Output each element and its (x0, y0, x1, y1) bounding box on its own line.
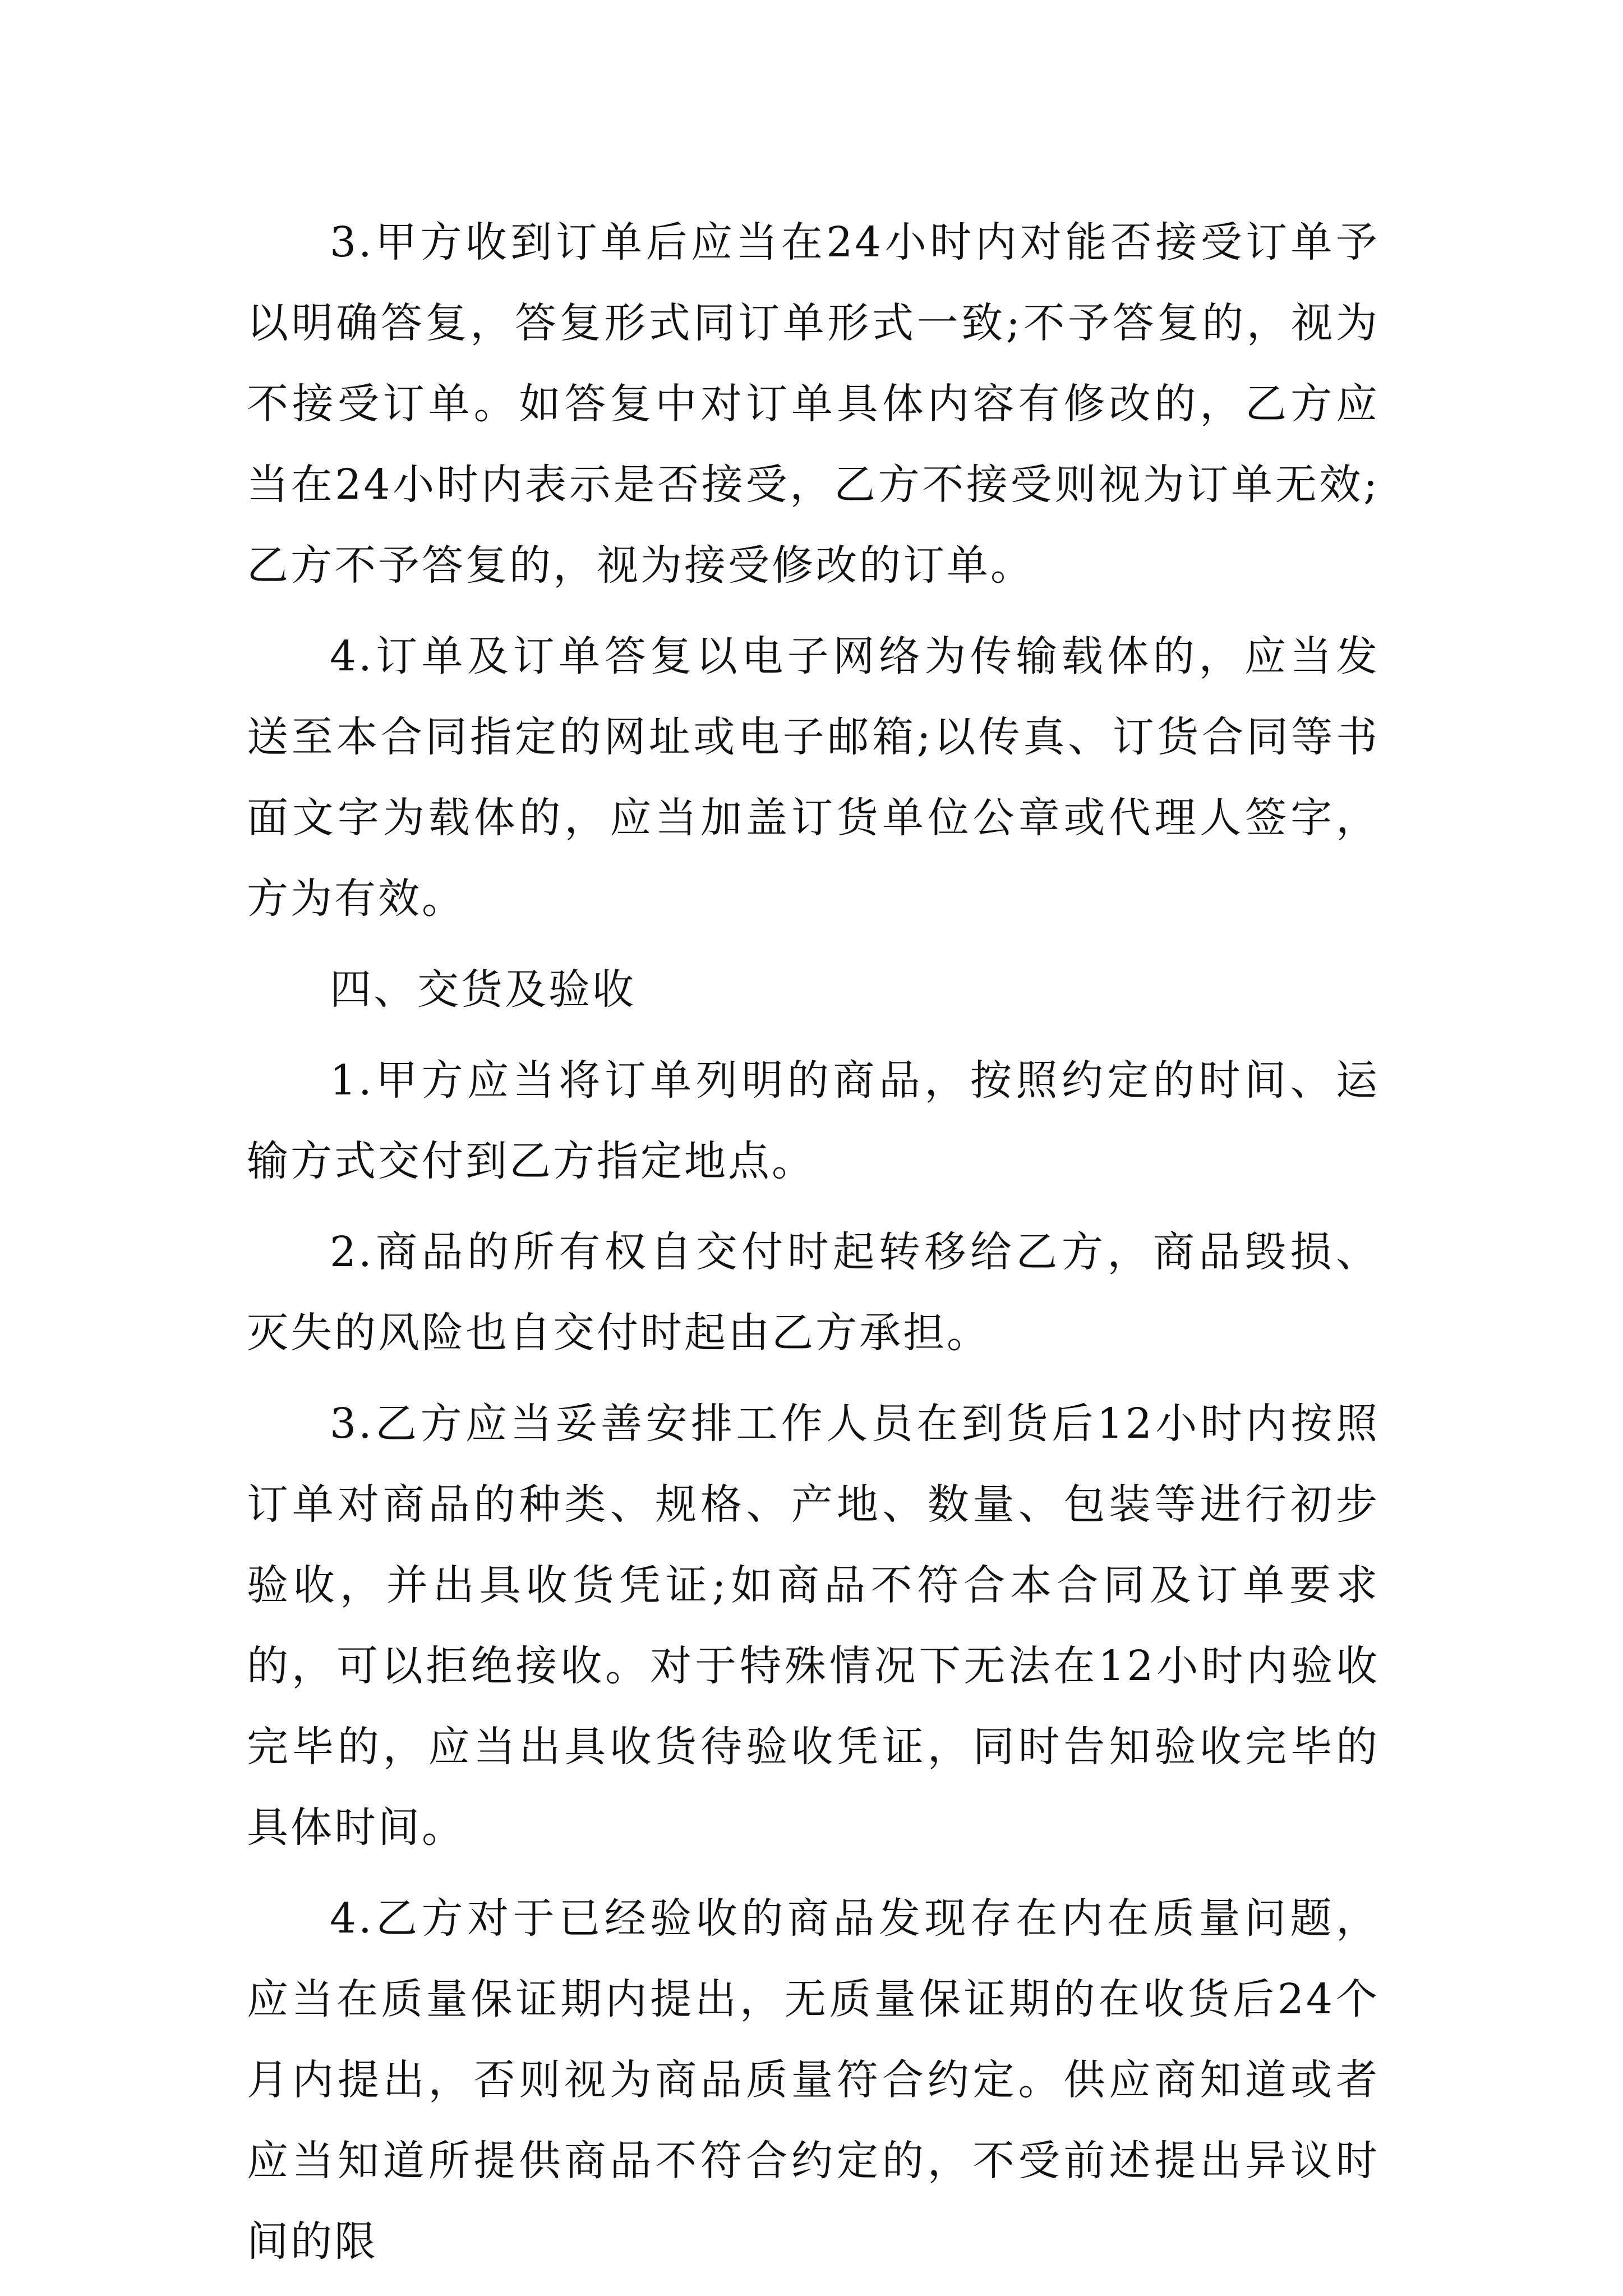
paragraph-order-reply: 3.甲方收到订单后应当在24小时内对能否接受订单予以明确答复，答复形式同订单形式一致;不予答复的，视为不接受订单。如答复中对订单具体内容有修改的，乙方应当在24小时内表示是否接受，乙方不接受则视为订单无效;乙方不予答复的，视为接受修改的订单。 (247, 218, 1380, 590)
paragraph-delivery: 1.甲方应当将订单列明的商品，按照约定的时间、运输方式交付到乙方指定地点。 (247, 1056, 1380, 1185)
document-body (247, 202, 1380, 2282)
paragraph-quality-issues: 4.乙方对于已经验收的商品发现存在内在质量问题，应当在质量保证期内提出，无质量保证期的在收货后24个月内提出，否则视为商品质量符合约定。供应商知道或者应当知道所提供商品不符合约定的，不受前述提出异议时间的限 (247, 1894, 1380, 2266)
paragraph-initial-inspection: 3.乙方应当妥善安排工作人员在到货后12小时内按照订单对商品的种类、规格、产地、数量、包装等进行初步验收，并出具收货凭证;如商品不符合本合同及订单要求的，可以拒绝接收。对于特殊情况下无法在12小时内验收完毕的，应当出具收货待验收凭证，同时告知验收完毕的具体时间。 (247, 1400, 1380, 1852)
paragraph-order-transmission: 4.订单及订单答复以电子网络为传输载体的，应当发送至本合同指定的网址或电子邮箱;以传真、订货合同等书面文字为载体的，应当加盖订货单位公章或代理人签字，方为有效。 (247, 632, 1380, 923)
section-heading-delivery-acceptance: 四、交货及验收 (330, 965, 636, 1014)
paragraph-ownership-transfer: 2.商品的所有权自交付时起转移给乙方，商品毁损、灭失的风险也自交付时起由乙方承担。 (247, 1228, 1380, 1357)
